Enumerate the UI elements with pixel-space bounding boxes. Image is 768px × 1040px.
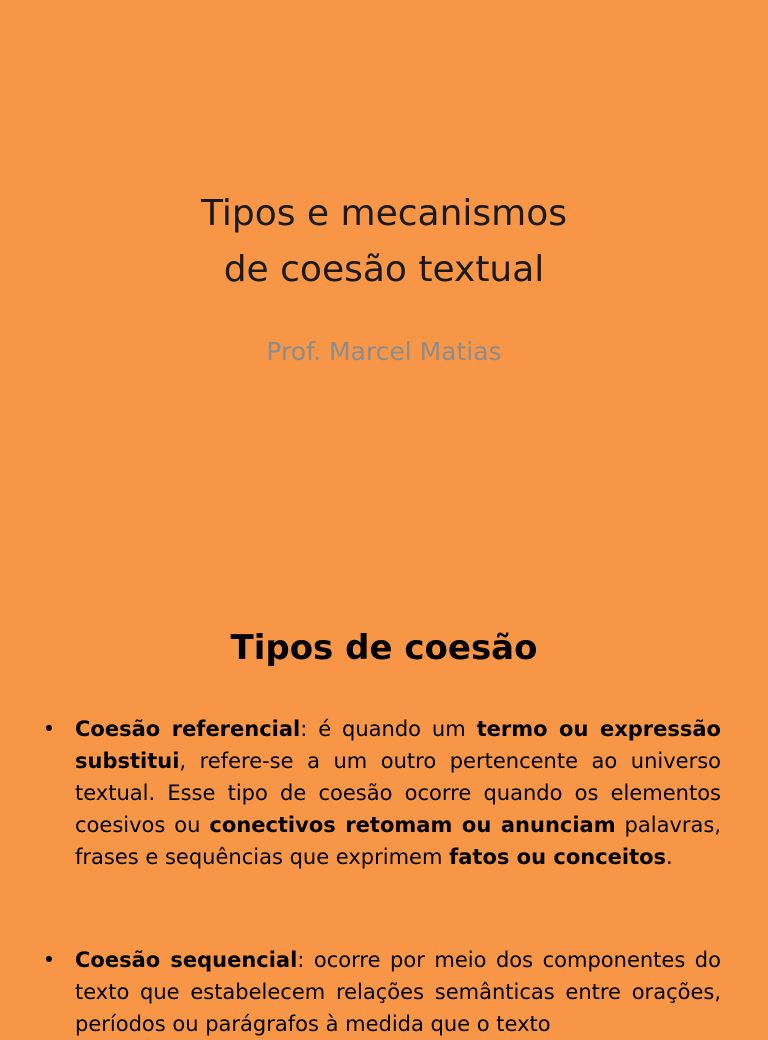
bullet-text-segment: , refere-se a um outro pertencente ao universo textual. Esse tipo de coesão ocorre quando os elementos coesivos ou bbox=[75, 749, 721, 837]
bullet-text-segment: . bbox=[666, 845, 673, 869]
bullet-marker: • bbox=[42, 717, 56, 741]
bullet-text bbox=[75, 713, 721, 873]
bullet-bold-segment: termo ou expressão substitui bbox=[75, 717, 721, 773]
content-slide bbox=[0, 576, 768, 1036]
slide-title-line-2: de coesão textual bbox=[223, 249, 545, 290]
bullet-bold-segment: fatos ou conceitos bbox=[449, 845, 667, 869]
bullet-term: Coesão sequencial bbox=[75, 948, 298, 972]
bullet-marker: • bbox=[42, 948, 56, 972]
content-slide-title: Tipos de coesão bbox=[230, 628, 538, 668]
bullet-text bbox=[75, 944, 721, 1040]
bullet-bold-segment: conectivos retomam ou anunciam bbox=[209, 813, 616, 837]
bullet-item-sequencial bbox=[42, 944, 721, 1040]
slide-subtitle: Prof. Marcel Matias bbox=[266, 337, 502, 366]
bullet-text-segment: : é quando um bbox=[300, 717, 477, 741]
bullet-term: Coesão referencial bbox=[75, 717, 301, 741]
bullet-text-segment: : ocorre por meio dos componentes do texto que estabelecem relações semânticas entre orações, períodos ou parágrafos à medida que o texto bbox=[75, 948, 721, 1036]
bullet-text-segment: palavras, frases e sequências que exprimem bbox=[75, 813, 722, 869]
slide-title-line-1: Tipos e mecanismos bbox=[200, 193, 568, 234]
bullet-item-referencial bbox=[42, 713, 722, 873]
